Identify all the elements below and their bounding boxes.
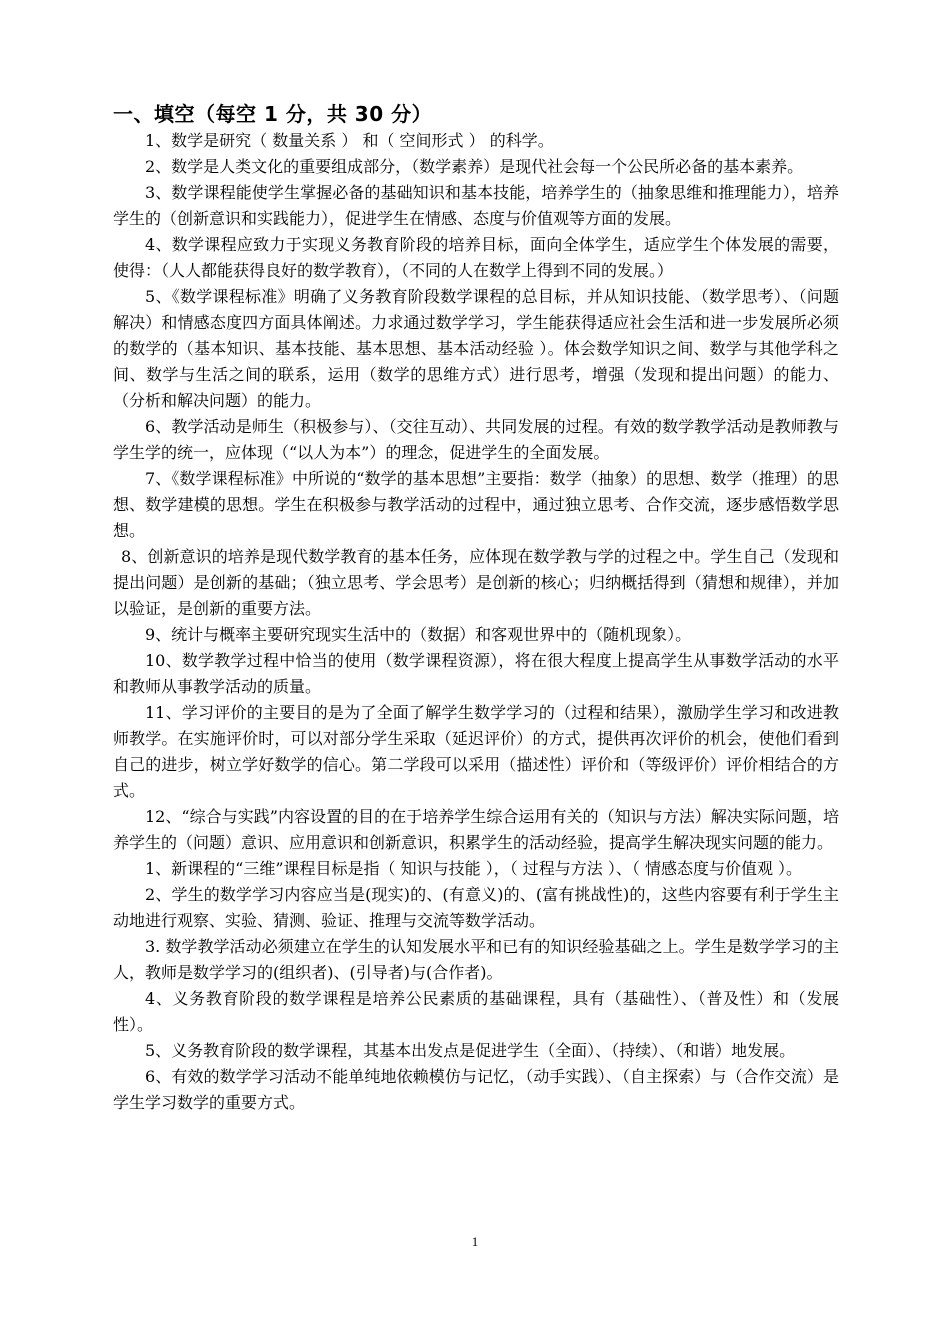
paragraph-13: 1、新课程的“三维”课程目标是指（ 知识与技能 ），（ 过程与方法 ）、（ 情感态度与价值观 ）。 <box>145 859 803 878</box>
paragraph-8: 8、创新意识的培养是现代数学教育的基本任务，应体现在数学教与学的过程之中。学生自己（发现和提出问题）是创新的基础；（独立思考、学会思考）是创新的核心；归纳概括得到（猜想和规律），并加以验证，是创新的重要方法。 <box>113 547 839 618</box>
paragraph-12: 12、“综合与实践”内容设置的目的在于培养学生综合运用有关的（知识与方法）解决实际问题，培养学生的（问题）意识、应用意识和创新意识，积累学生的活动经验，提高学生解决现实问题的能力。 <box>113 807 839 852</box>
paragraph-3: 3、数学课程能使学生掌握必备的基础知识和基本技能，培养学生的（抽象思维和推理能力），培养学生的（创新意识和实践能力），促进学生在情感、态度与价值观等方面的发展。 <box>113 183 839 228</box>
paragraph-2: 2、数学是人类文化的重要组成部分，（数学素养）是现代社会每一个公民所必备的基本素养。 <box>145 157 804 176</box>
paragraph-11: 11、学习评价的主要目的是为了全面了解学生数学学习的（过程和结果），激励学生学习和改进教师教学。在实施评价时，可以对部分学生采取（延迟评价）的方式，提供再次评价的机会，使他们看到自己的进步，树立学好数学的信心。第二学段可以采用（描述性）评价和（等级评价）评价相结合的方式。 <box>113 703 839 800</box>
paragraph-4: 4、数学课程应致力于实现义务教育阶段的培养目标，面向全体学生，适应学生个体发展的需要，使得：（人人都能获得良好的数学教育），（不同的人在数学上得到不同的发展。） <box>113 235 839 280</box>
paragraph-17: 5、义务教育阶段的数学课程，其基本出发点是促进学生（全面）、（持续）、（和谐）地发展。 <box>145 1041 796 1060</box>
paragraph-18: 6、有效的数学学习活动不能单纯地依赖模仿与记忆，（动手实践）、（自主探索）与（合作交流）是学生学习数学的重要方式。 <box>113 1067 839 1112</box>
paragraph-7: 7、《数学课程标准》中所说的“数学的基本思想”主要指：数学（抽象）的思想、数学（推理）的思想、数学建模的思想。学生在积极参与教学活动的过程中，通过独立思考、合作交流，逐步感悟数学思想。 <box>113 469 839 540</box>
page-number: 1 <box>471 1234 479 1249</box>
paragraph-10: 10、数学教学过程中恰当的使用（数学课程资源），将在很大程度上提高学生从事数学活动的水平和教师从事教学活动的质量。 <box>113 651 839 696</box>
paragraph-16: 4、义务教育阶段的数学课程是培养公民素质的基础课程，具有（基础性）、（普及性）和（发展性）。 <box>113 989 839 1034</box>
paragraph-5: 5、《数学课程标准》明确了义务教育阶段数学课程的总目标，并从知识技能、（数学思考）、（问题解决）和情感态度四方面具体阐述。力求通过数学学习，学生能获得适应社会生活和进一步发展所必须的数学的（基本知识、基本技能、基本思想、基本活动经验 ）。体会数学知识之间、数学与其他学科之间、数学与生活之间的联系，运用（数学的思维方式）进行思考，增强（发现和提出问题）的能力、（分析和解决问题）的能力。 <box>113 287 839 410</box>
document-page <box>113 100 839 1116</box>
paragraph-1: 1、数学是研究（ 数量关系 ） 和（ 空间形式 ） 的科学。 <box>145 131 554 150</box>
section-title: 一、填空（每空 1 分，共 30 分） <box>113 102 433 126</box>
paragraph-9: 9、统计与概率主要研究现实生活中的（数据）和客观世界中的（随机现象）。 <box>145 625 692 644</box>
paragraph-15: 3. 数学教学活动必须建立在学生的认知发展水平和已有的知识经验基础之上。学生是数学学习的主人，教师是数学学习的(组织者)、(引导者)与(合作者)。 <box>113 937 839 982</box>
paragraph-6: 6、教学活动是师生（积极参与）、（交往互动）、共同发展的过程。有效的数学教学活动是教师教与学生学的统一，应体现（“以人为本”）的理念，促进学生的全面发展。 <box>113 417 839 462</box>
paragraph-14: 2、学生的数学学习内容应当是(现实)的、(有意义)的、(富有挑战性)的，这些内容要有利于学生主动地进行观察、实验、猜测、验证、推理与交流等数学活动。 <box>113 885 839 930</box>
